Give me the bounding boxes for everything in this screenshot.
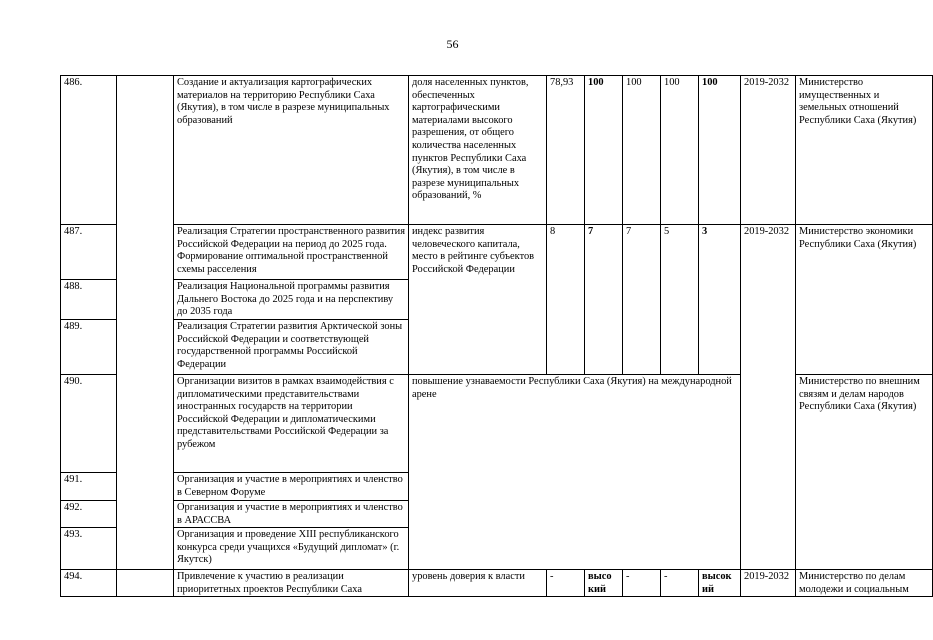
- table-row: [61, 375, 933, 473]
- row-number: 493.: [61, 528, 117, 570]
- row-number: 494.: [61, 570, 117, 597]
- measure-cell: Привлечение к участию в реализации приоритетных проектов Республики Саха: [174, 570, 409, 597]
- measure-cell: Организация и участие в мероприятиях и членство в АРАССВА: [174, 501, 409, 528]
- table-row: [61, 570, 933, 597]
- measure-cell: Организации визитов в рамках взаимодействия с дипломатическими представительствами иностранных государств на территории Российской Федерации и дипломатическими представительствами Российской Федерации за рубежом: [174, 375, 409, 473]
- value-1: 7: [585, 225, 623, 375]
- row-number: 488.: [61, 280, 117, 320]
- measures-table: [60, 75, 933, 597]
- row-number: 487.: [61, 225, 117, 280]
- indicator-cell: уровень доверия к власти: [409, 570, 547, 597]
- value-2: 100: [623, 76, 661, 225]
- period-cell: 2019-2032: [741, 76, 796, 225]
- measure-cell: Организация и проведение XIII республиканского конкурса среди учащихся «Будущий дипломат» (г. Якутск): [174, 528, 409, 570]
- row-number: 486.: [61, 76, 117, 225]
- indicator-cell: повышение узнаваемости Республики Саха (Якутия) на международной арене: [409, 375, 741, 570]
- empty-cell: [117, 570, 174, 597]
- table-row: [61, 225, 933, 280]
- value-3: 100: [661, 76, 699, 225]
- base-value: 78,93: [547, 76, 585, 225]
- row-number: 492.: [61, 501, 117, 528]
- page-number: 56: [446, 37, 459, 51]
- row-number: 489.: [61, 320, 117, 375]
- measure-cell: Организация и участие в мероприятиях и членство в Северном Форуме: [174, 473, 409, 501]
- value-3: 5: [661, 225, 699, 375]
- period-cell: 2019-2032: [741, 225, 796, 570]
- value-4: 100: [699, 76, 741, 225]
- empty-cell: [117, 76, 174, 570]
- responsible-cell: Министерство имущественных и земельных отношений Республики Саха (Якутия): [796, 76, 933, 225]
- period-cell: 2019-2032: [741, 570, 796, 597]
- value-1: высо кий: [585, 570, 623, 597]
- row-number: 491.: [61, 473, 117, 501]
- value-2: 7: [623, 225, 661, 375]
- row-number: 490.: [61, 375, 117, 473]
- value-3: -: [661, 570, 699, 597]
- responsible-cell: Министерство по внешним связям и делам народов Республики Саха (Якутия): [796, 375, 933, 570]
- measure-cell: Реализация Стратегии пространственного развития Российской Федерации на период до 2025 года. Формирование оптимальной пространственной схемы расселения: [174, 225, 409, 280]
- measure-cell: Реализация Стратегии развития Арктической зоны Российской Федерации и соответствующей государственной программы Российской Федерации: [174, 320, 409, 375]
- value-1: 100: [585, 76, 623, 225]
- indicator-cell: доля населенных пунктов, обеспеченных картографическими материалами высокого разрешения, от общего количества населенных пунктов Республики Саха (Якутия), в том числе в разрезе муниципальных образований, %: [409, 76, 547, 225]
- measure-cell: Реализация Национальной программы развития Дальнего Востока до 2025 года и на перспективу до 2035 года: [174, 280, 409, 320]
- base-value: -: [547, 570, 585, 597]
- responsible-cell: Министерство экономики Республики Саха (Якутия): [796, 225, 933, 375]
- base-value: 8: [547, 225, 585, 375]
- responsible-cell: Министерство по делам молодежи и социальным: [796, 570, 933, 597]
- value-2: -: [623, 570, 661, 597]
- value-4: высок ий: [699, 570, 741, 597]
- indicator-cell: индекс развития человеческого капитала, место в рейтинге субъектов Российской Федерации: [409, 225, 547, 375]
- value-4: 3: [699, 225, 741, 375]
- table-row: [61, 76, 933, 225]
- measure-cell: Создание и актуализация картографических материалов на территорию Республики Саха (Якутия), в том числе в разрезе муниципальных образований: [174, 76, 409, 225]
